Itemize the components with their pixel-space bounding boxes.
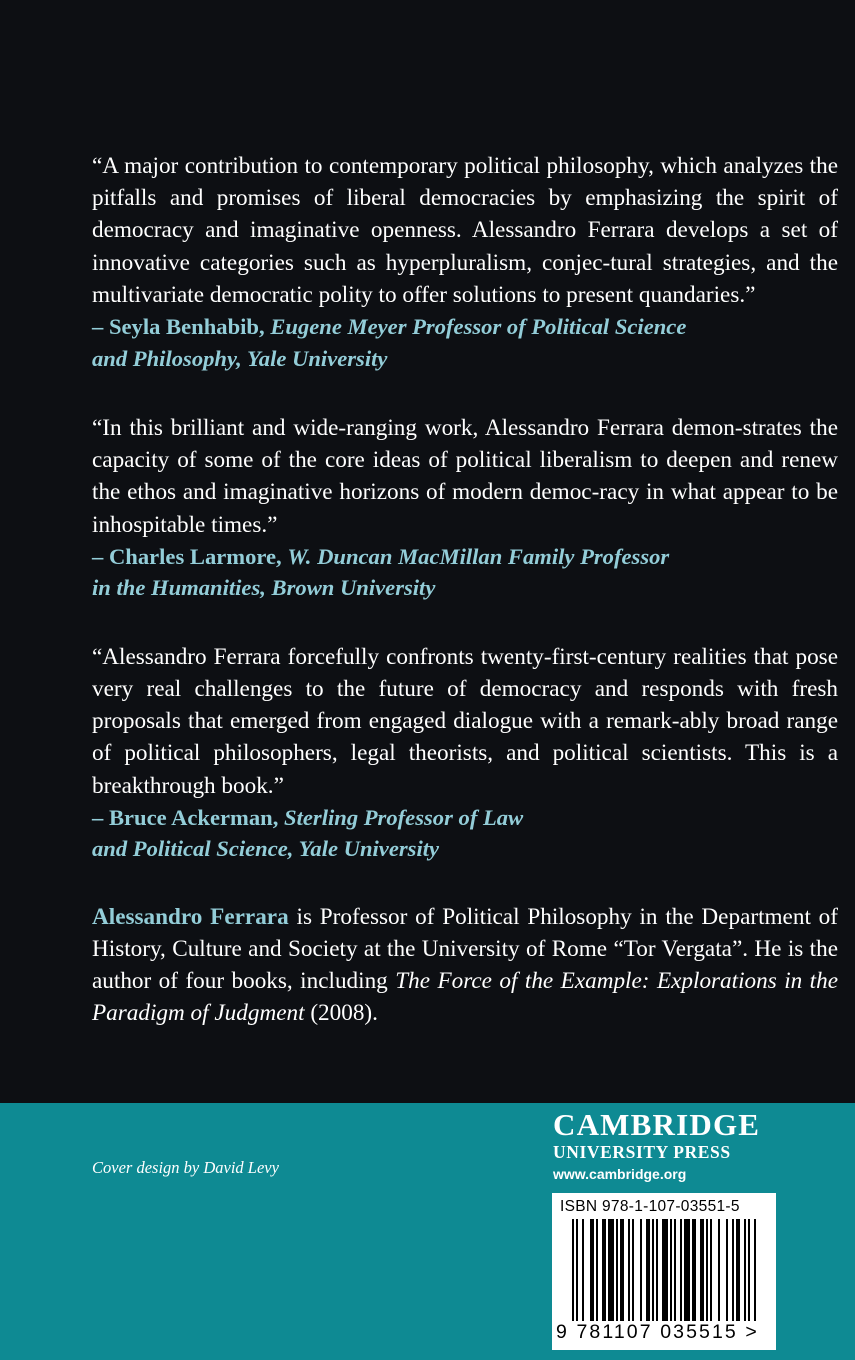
barcode-bar bbox=[646, 1219, 650, 1321]
barcode-bar bbox=[680, 1219, 682, 1321]
isbn-label: ISBN 978-1-107-03551-5 bbox=[560, 1198, 740, 1215]
bio-text: is Professor of Political Philosophy in the Department of History, Culture and Society at the University of Rome “Tor Vergata”. He is the author of four books, including bbox=[92, 903, 838, 995]
barcode-bar bbox=[706, 1219, 708, 1321]
barcode-bar bbox=[590, 1219, 594, 1321]
barcode-bar bbox=[726, 1219, 728, 1321]
quote-role: Sterling Professor of Law bbox=[284, 804, 524, 830]
quote-role: Eugene Meyer Professor of Political Science bbox=[270, 314, 687, 340]
barcode-bar bbox=[620, 1219, 624, 1321]
quote-role: and Political Science, Yale University bbox=[92, 836, 440, 862]
barcode-bar bbox=[748, 1219, 750, 1321]
publisher-name: CAMBRIDGE bbox=[553, 1107, 761, 1142]
barcode-bar bbox=[718, 1219, 720, 1321]
quote-author: – Bruce Ackerman, bbox=[92, 804, 279, 830]
barcode-bar bbox=[616, 1219, 618, 1321]
bio-paragraph bbox=[92, 901, 838, 1030]
bio-author-name: Alessandro Ferrara bbox=[92, 903, 289, 930]
barcode-bar bbox=[736, 1219, 740, 1321]
quote-text: “Alessandro Ferrara forcefully confronts twenty-first-century realities that pose very real challenges to the future of democracy and responds with fresh proposals that emerged from engaged dialogue with a remark-ably broad range of political philosophers, legal theorists, and political scientists. This is a breakthrough book.” bbox=[92, 643, 838, 799]
barcode-bar bbox=[692, 1219, 696, 1321]
barcode-bar bbox=[656, 1219, 658, 1321]
barcode-bar bbox=[582, 1219, 584, 1321]
publisher-band bbox=[0, 1103, 855, 1360]
endorsement-quote bbox=[92, 641, 838, 865]
barcode-number: 9 781107 035515 > bbox=[556, 1321, 759, 1343]
barcode-bar bbox=[602, 1219, 606, 1321]
endorsement-quote bbox=[92, 150, 838, 374]
barcode-bar bbox=[572, 1219, 574, 1321]
quote-role: and Philosophy, Yale University bbox=[92, 345, 388, 371]
barcode-bar bbox=[576, 1219, 578, 1321]
endorsement-quote bbox=[92, 412, 838, 604]
publisher-url: www.cambridge.org bbox=[553, 1166, 687, 1182]
barcode-bar bbox=[684, 1219, 690, 1321]
barcode-bar bbox=[652, 1219, 654, 1321]
quote-text: “A major contribution to contemporary political philosophy, which analyzes the pitfalls and promises of liberal democracies by emphasizing the spirit of democracy and imaginative openness. Alessandro Ferrara develops a set of innovative categories such as hyperpluralism, conjec-tural strategies, and the multivariate democratic polity to offer solutions to present quandaries.” bbox=[92, 153, 838, 308]
barcode-bar bbox=[754, 1219, 756, 1321]
barcode-bar bbox=[596, 1219, 598, 1321]
barcode-bar bbox=[662, 1219, 668, 1321]
barcode-bar bbox=[608, 1219, 614, 1321]
quote-attribution bbox=[92, 802, 838, 865]
quote-role: W. Duncan MacMillan Family Professor bbox=[287, 543, 670, 569]
barcode-bar bbox=[710, 1219, 712, 1321]
barcode-bar bbox=[632, 1219, 634, 1321]
barcode-bar bbox=[732, 1219, 734, 1321]
barcode-bar bbox=[700, 1219, 704, 1321]
publisher-press: UNIVERSITY PRESS bbox=[553, 1142, 731, 1162]
bio-text: (2008). bbox=[304, 1000, 378, 1027]
cover-design-credit: Cover design by David Levy bbox=[92, 1158, 279, 1177]
bio-book-title: The Force of the Example: Explorations in the Paradigm of Judgment bbox=[92, 968, 839, 1027]
quote-role: in the Humanities, Brown University bbox=[92, 575, 436, 601]
barcode-bar bbox=[674, 1219, 676, 1321]
quote-author: – Charles Larmore, bbox=[92, 543, 282, 569]
quote-author: – Seyla Benhabib, bbox=[92, 314, 265, 340]
quote-text: “In this brilliant and wide-ranging work, Alessandro Ferrara demon-strates the capacity of some of the core ideas of political liberalism to deepen and renew the ethos and imaginative horizons of modern democ-racy in what appear to be inhospitable times.” bbox=[92, 415, 838, 538]
endorsements bbox=[92, 150, 838, 1030]
barcode-bar bbox=[670, 1219, 672, 1321]
barcode-bar bbox=[628, 1219, 630, 1321]
barcode-bar bbox=[744, 1219, 746, 1321]
publisher-logo bbox=[553, 1108, 775, 1184]
barcode-panel bbox=[552, 1193, 776, 1350]
quote-attribution bbox=[92, 311, 838, 374]
quote-attribution bbox=[92, 541, 838, 604]
author-bio bbox=[92, 901, 838, 1030]
barcode-bar bbox=[640, 1219, 642, 1321]
